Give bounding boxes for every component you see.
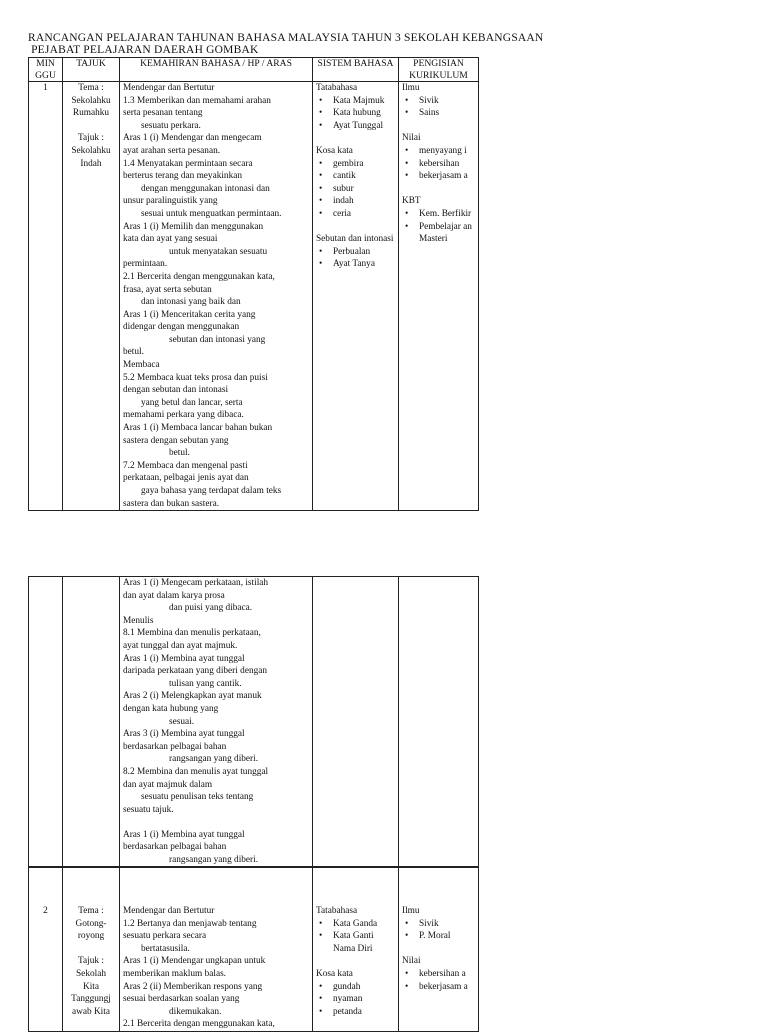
plan-table-week-2 — [28, 866, 479, 1032]
header-minggu: MIN GGU — [29, 58, 63, 82]
kemahiran-line: Aras 2 (i) Melengkapkan ayat manuk — [123, 691, 262, 702]
kemahiran-line: bertatasusila. — [141, 943, 190, 954]
empty-week-cell — [29, 577, 63, 868]
kemahiran-line: Aras 1 (i) Memilih dan menggunakan — [123, 221, 264, 232]
nilai-item: • menyayang i — [402, 145, 475, 158]
kemahiran-line: sesuai untuk menguatkan permintaan. — [141, 208, 282, 219]
kemahiran-line: dengan sebutan dan intonasi — [123, 385, 229, 396]
kemahiran-line: Aras 1 (i) Mendengar ungkapan untuk — [123, 956, 266, 967]
nilai-label: Nilai — [402, 133, 421, 144]
kemahiran-line: dengan kata hubung yang — [123, 703, 219, 714]
kemahiran-line: Aras 2 (ii) Memberikan respons yang — [123, 981, 263, 992]
ilmu-list — [402, 95, 475, 120]
tema-block — [66, 905, 116, 943]
kemahiran-line: 1.3 Memberikan dan memahami arahan — [123, 95, 271, 106]
kemahiran-cell — [120, 577, 313, 868]
ilmu-list — [402, 918, 475, 943]
tajuk-cell — [63, 867, 120, 1032]
kemahiran-line: yang betul dan lancar, serta — [141, 397, 243, 408]
tajuk-line: Tajuk : — [78, 956, 104, 967]
nilai-item: • kebersihan a — [402, 968, 475, 981]
kemahiran-line: 2.1 Bercerita dengan menggunakan kata, — [123, 1019, 275, 1030]
tajuk-line: Tanggungj — [71, 994, 111, 1005]
tajuk-cell — [63, 82, 120, 511]
kemahiran-line: Aras 1 (i) Membaca lancar bahan bukan — [123, 423, 273, 434]
nilai-list — [402, 145, 475, 183]
kbt-label: KBT — [402, 196, 421, 207]
kemahiran-line: dan intonasi yang baik dan — [141, 297, 241, 308]
kemahiran-line: serta pesanan tentang — [123, 108, 203, 119]
kemahiran-line: 7.2 Membaca dan mengenal pasti — [123, 460, 248, 471]
kemahiran-line: dikemukakan. — [169, 1006, 222, 1017]
kemahiran-line: berterus terang dan meyakinkan — [123, 171, 243, 182]
kemahiran-line: Aras 1 (i) Menceritakan cerita yang — [123, 309, 256, 320]
kbt-list — [402, 208, 475, 246]
kemahiran-cell — [120, 82, 313, 511]
kemahiran-line: sesuatu perkara secara — [123, 931, 207, 942]
tatabahasa-list — [316, 918, 395, 956]
table-row-week-1 — [29, 82, 479, 511]
kemahiran-line: betul. — [169, 448, 190, 459]
kemahiran-line: sebutan dan intonasi yang — [169, 334, 266, 345]
ilmu-label: Ilmu — [402, 83, 420, 93]
tajuk-line: Sekolahku — [71, 145, 111, 156]
kemahiran-line: 5.2 Membaca kuat teks prosa dan puisi — [123, 372, 268, 383]
tema-line: Sekolahku — [71, 95, 111, 106]
tatabahasa-item: • Kata Ganti Nama Diri — [316, 930, 395, 955]
header-kemahiran: KEMAHIRAN BAHASA / HP / ARAS — [120, 58, 313, 82]
pengisian-kurikulum-cell — [399, 867, 479, 1032]
kemahiran-line: Aras 1 (i) Mendengar dan mengecam — [123, 133, 262, 144]
kemahiran-line: ayat arahan serta pesanan. — [123, 145, 221, 156]
document-title — [28, 32, 543, 56]
ilmu-item: • Sivik — [402, 95, 475, 108]
sebutan-item: • Ayat Tanya — [316, 258, 395, 271]
pengisian-kurikulum-cell — [399, 82, 479, 511]
kemahiran-line: dan puisi yang dibaca. — [169, 603, 253, 614]
kemahiran-line: sesuai berdasarkan soalan yang — [123, 994, 240, 1005]
table-header-row — [29, 58, 479, 82]
table-row-week-2 — [29, 867, 479, 1032]
tajuk-line: Tajuk : — [78, 133, 104, 144]
tajuk-line: Indah — [80, 158, 102, 169]
plan-table-continuation — [28, 576, 479, 868]
kemahiran-line: sesuai. — [169, 716, 195, 727]
kemahiran-line: Aras 1 (i) Membina ayat tunggal — [123, 653, 245, 664]
kemahiran-line: Mendengar dan Bertutur — [123, 906, 215, 916]
kosa-kata-item: • indah — [316, 195, 395, 208]
kosa-kata-label: Kosa kata — [316, 145, 353, 156]
kemahiran-line: gaya bahasa yang terdapat dalam teks — [141, 486, 282, 496]
kosa-kata-list — [316, 981, 395, 1019]
empty-sistem-cell — [313, 577, 399, 868]
kosa-kata-list — [316, 158, 395, 221]
week-number: 1 — [29, 82, 63, 511]
tatabahasa-item: • Kata hubung — [316, 107, 395, 120]
nilai-label: Nilai — [402, 956, 421, 967]
kemahiran-line: permintaan. — [123, 259, 168, 270]
nilai-item: • bekerjasam a — [402, 981, 475, 994]
kemahiran-line: 1.2 Bertanya dan menjawab tentang — [123, 918, 257, 929]
ilmu-label: Ilmu — [402, 906, 420, 916]
empty-pengisian-cell — [399, 577, 479, 868]
kemahiran-line: rangsangan yang diberi. — [169, 855, 259, 866]
kemahiran-line: sastera dan bukan sastera. — [123, 498, 220, 509]
kemahiran-line: betul. — [123, 347, 144, 358]
title-line-2: PEJABAT PELAJARAN DAERAH GOMBAK — [28, 44, 259, 56]
kemahiran-line: berdasarkan pelbagai bahan — [123, 842, 227, 853]
tatabahasa-item: • Kata Majmuk — [316, 95, 395, 108]
kemahiran-line: memahami perkara yang dibaca. — [123, 410, 244, 421]
header-sistem-bahasa: SISTEM BAHASA — [313, 58, 399, 82]
kemahiran-line: frasa, ayat serta sebutan — [123, 284, 212, 295]
nilai-item: • bekerjasam a — [402, 170, 475, 183]
kemahiran-line: didengar dengan menggunakan — [123, 322, 240, 333]
kemahiran-line: Aras 1 (i) Mengecam perkataan, istilah — [123, 578, 269, 588]
kemahiran-line: 8.1 Membina dan menulis perkataan, — [123, 628, 261, 639]
header-pengisian-kurikulum: PENGISIAN KURIKULUM — [399, 58, 479, 82]
kemahiran-line: berdasarkan pelbagai bahan — [123, 741, 227, 752]
title-line-1: RANCANGAN PELAJARAN TAHUNAN BAHASA MALAYSIA TAHUN 3 SEKOLAH KEBANGSAAN — [28, 32, 544, 44]
kosa-kata-item: • gembira — [316, 158, 395, 171]
kosa-kata-item: • subur — [316, 183, 395, 196]
kemahiran-line — [123, 816, 309, 829]
tema-line: Rumahku — [72, 108, 110, 119]
kemahiran-cell — [120, 867, 313, 1032]
sebutan-list — [316, 246, 395, 271]
kemahiran-line: dan ayat majmuk dalam — [123, 779, 213, 790]
ilmu-item: • Sivik — [402, 918, 475, 931]
kemahiran-line: 8.2 Membina dan menulis ayat tunggal — [123, 766, 269, 777]
kosa-kata-item: • ceria — [316, 208, 395, 221]
tema-line: Tema : — [78, 83, 104, 93]
kosa-kata-item: • nyaman — [316, 993, 395, 1006]
tajuk-block — [66, 132, 116, 170]
kemahiran-line: Aras 1 (i) Membina ayat tunggal — [123, 829, 245, 840]
kemahiran-line: 2.1 Bercerita dengan menggunakan kata, — [123, 271, 275, 282]
tatabahasa-list — [316, 95, 395, 133]
kemahiran-line: daripada perkataan yang diberi dengan — [123, 666, 268, 677]
kemahiran-line: unsur paralinguistik yang — [123, 196, 218, 207]
kosa-kata-item: • petanda — [316, 1006, 395, 1019]
kemahiran-line: untuk menyatakan sesuatu — [169, 246, 268, 257]
tema-line: royong — [77, 931, 105, 942]
tajuk-line: awab Kita — [72, 1006, 110, 1017]
kemahiran-line: dengan menggunakan intonasi dan — [141, 183, 270, 194]
plan-table-week-1 — [28, 57, 479, 511]
kosa-kata-item: • gundah — [316, 981, 395, 994]
kemahiran-line: dan ayat dalam karya prosa — [123, 590, 225, 601]
kbt-item: • Pembelajar an Masteri — [402, 221, 475, 246]
kemahiran-line: Menulis — [123, 615, 154, 626]
sebutan-item: • Perbualan — [316, 246, 395, 259]
tajuk-line: Sekolah — [76, 968, 106, 979]
sistem-bahasa-cell — [313, 867, 399, 1032]
empty-tajuk-cell — [63, 577, 120, 868]
kemahiran-line: sastera dengan sebutan yang — [123, 435, 229, 446]
kbt-item: • Kem. Berfikir — [402, 208, 475, 221]
kosa-kata-label: Kosa kata — [316, 968, 353, 979]
kosa-kata-item: • cantik — [316, 170, 395, 183]
tatabahasa-item: • Kata Ganda — [316, 918, 395, 931]
tema-line: Tema : — [78, 906, 104, 916]
kemahiran-line: sesuatu tajuk. — [123, 804, 174, 815]
ilmu-item: • Sains — [402, 107, 475, 120]
sistem-bahasa-cell — [313, 82, 399, 511]
header-tajuk: TAJUK — [63, 58, 120, 82]
tema-block — [66, 82, 116, 120]
nilai-list — [402, 968, 475, 993]
kemahiran-line: Aras 3 (i) Membina ayat tunggal — [123, 729, 245, 740]
tatabahasa-label: Tatabahasa — [316, 83, 358, 93]
kemahiran-line: 1.4 Menyatakan permintaan secara — [123, 158, 253, 169]
kemahiran-line: Mendengar dan Bertutur — [123, 83, 215, 93]
week-number — [29, 867, 63, 1032]
kemahiran-line: Membaca — [123, 360, 160, 371]
ilmu-item: • P. Moral — [402, 930, 475, 943]
kemahiran-line: sesuatu penulisan teks tentang — [141, 792, 254, 803]
week-number-text: 2 — [43, 906, 48, 916]
tajuk-block — [66, 955, 116, 1018]
kemahiran-line: sesuatu perkara. — [141, 120, 201, 131]
nilai-item: • kebersihan — [402, 158, 475, 171]
kemahiran-line: ayat tunggal dan ayat majmuk. — [123, 640, 238, 651]
kemahiran-line: tulisan yang cantik. — [169, 678, 242, 689]
kemahiran-line: rangsangan yang diberi. — [169, 754, 259, 765]
tajuk-line: Kita — [82, 981, 99, 992]
tatabahasa-label: Tatabahasa — [316, 906, 358, 916]
sebutan-label: Sebutan dan intonasi — [316, 234, 394, 245]
tema-line: Gotong- — [75, 918, 107, 929]
kemahiran-line: perkataan, pelbagai jenis ayat dan — [123, 473, 249, 484]
table-row-continuation — [29, 577, 479, 868]
kemahiran-line: memberikan maklum balas. — [123, 968, 227, 979]
kemahiran-line: kata dan ayat yang sesuai — [123, 234, 218, 245]
tatabahasa-item: • Ayat Tunggal — [316, 120, 395, 133]
